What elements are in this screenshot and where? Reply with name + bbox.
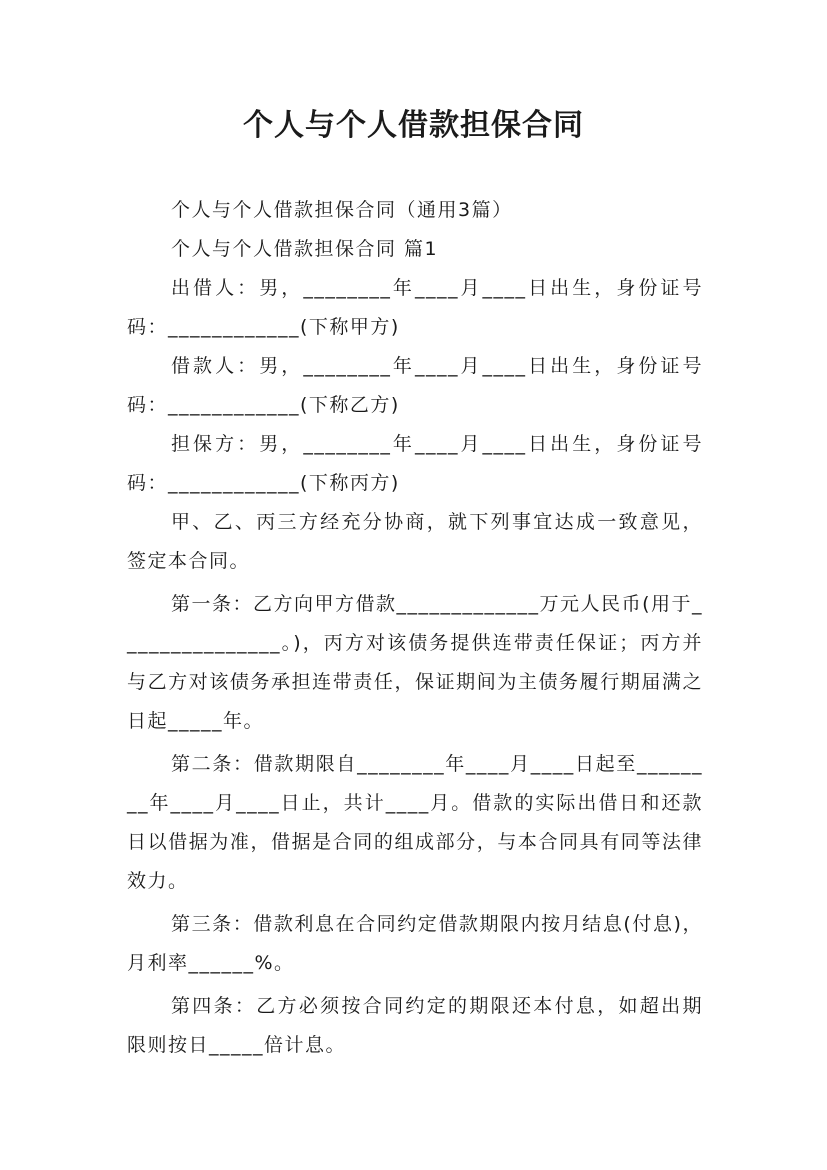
document-title: 个人与个人借款担保合同: [243, 108, 584, 143]
paragraph-borrower: 借款人：男，________年____月____日出生，身份证号码：____________(下称乙方): [127, 355, 703, 416]
paragraph-lender: 出借人：男，________年____月____日出生，身份证号码：____________(下称甲方): [127, 277, 703, 338]
paragraph-section-heading: 个人与个人借款担保合同 篇1: [171, 238, 439, 260]
paragraph-guarantor: 担保方：男，________年____月____日出生，身份证号码：____________(下称丙方): [127, 433, 703, 494]
paragraph-article-4: 第四条：乙方必须按合同约定的期限还本付息，如超出期限则按日_____倍计息。: [127, 995, 703, 1056]
paragraph-article-3: 第三条：借款利息在合同约定借款期限内按月结息(付息)，月利率______%。: [127, 913, 703, 974]
paragraph-article-2: 第二条：借款期限自________年____月____日起至________年____月____日止，共计____月。借款的实际出借日和还款日以借据为准，借据是合同的组成部分，与本合同具有同等法律效力。: [127, 753, 703, 892]
paragraph-article-1: 第一条：乙方向甲方借款_____________万元人民币(用于_______________。)，丙方对该债务提供连带责任保证；丙方并与乙方对该债务承担连带责任，保证期间为主债务履行期届满之日起_____年。: [127, 593, 703, 732]
document-body: [127, 191, 703, 1065]
paragraph-subtitle: 个人与个人借款担保合同（通用3篇）: [171, 199, 513, 221]
paragraph-agreement: 甲、乙、丙三方经充分协商，就下列事宜达成一致意见，签定本合同。: [127, 511, 703, 572]
